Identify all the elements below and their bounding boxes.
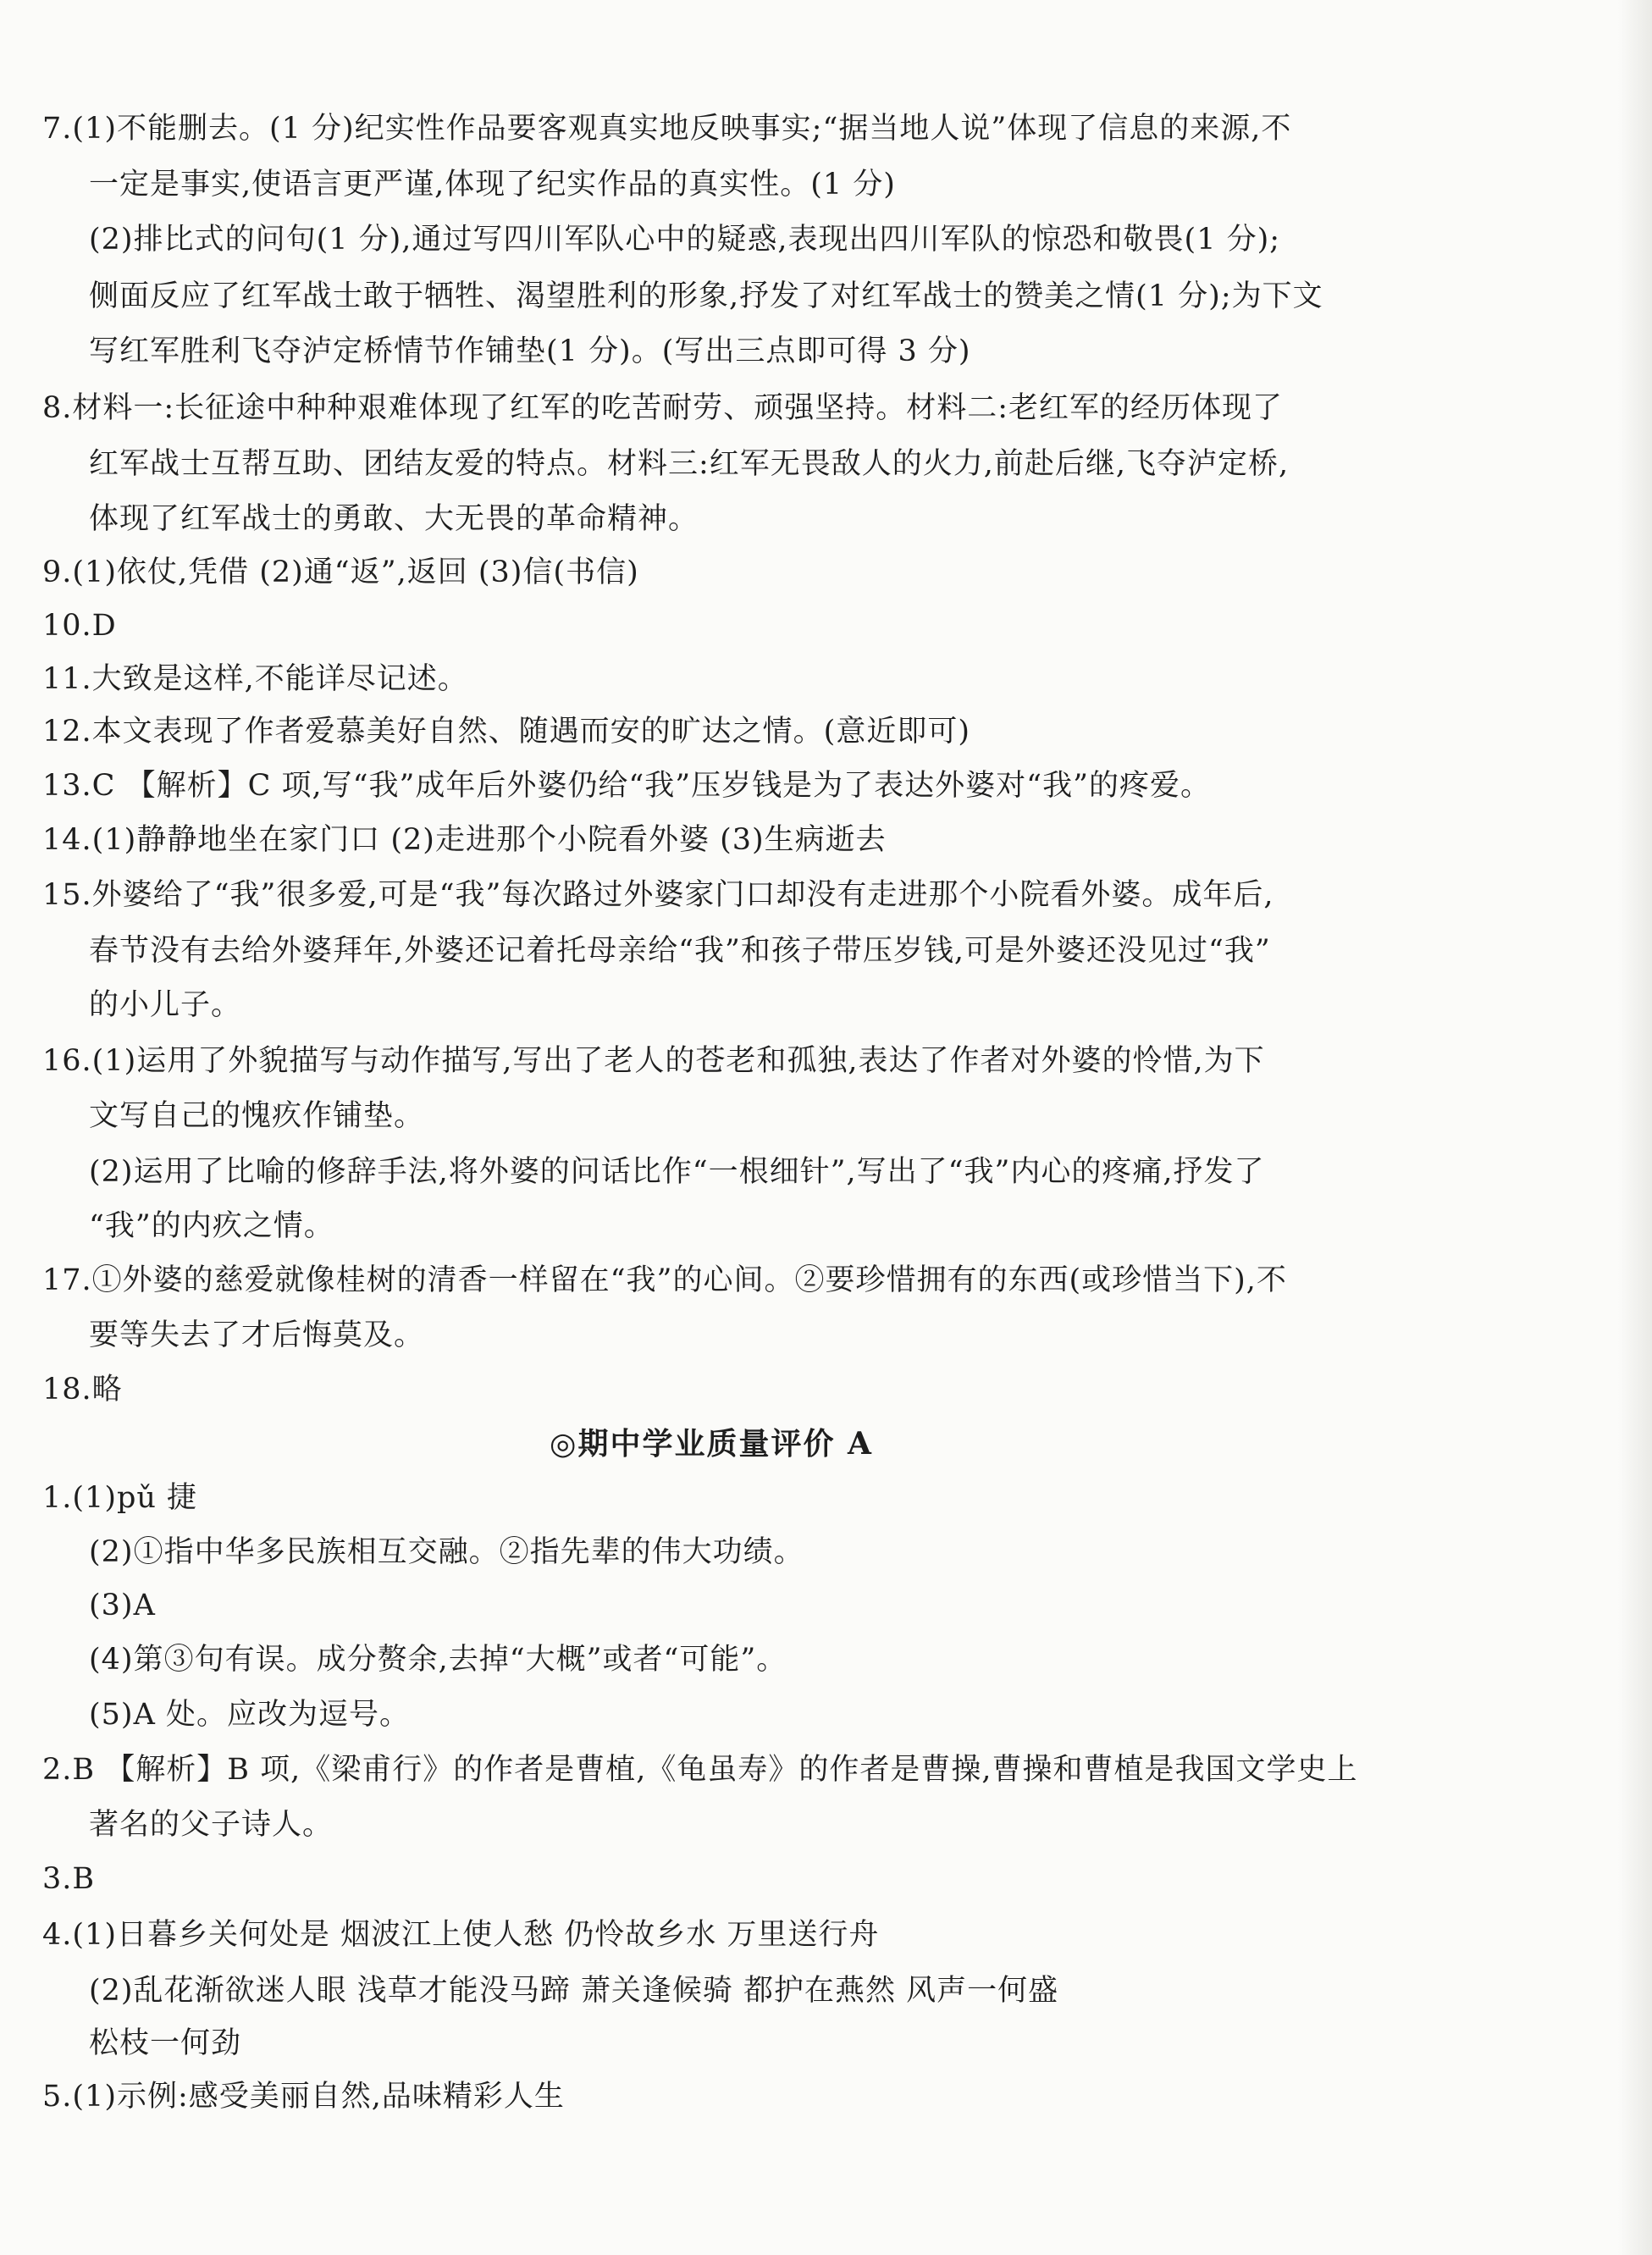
- answer-line: 8.材料一:长征途中种种艰难体现了红军的吃苦耐劳、顽强坚持。材料二:老红军的经历体现了: [42, 391, 1283, 425]
- answer-line: 7.(1)不能删去。(1 分)纪实性作品要客观真实地反映事实;“据当地人说”体现了信息的来源,不: [42, 112, 1292, 146]
- answer-line: 体现了红军战士的勇敢、大无畏的革命精神。: [89, 502, 699, 536]
- answer-line: 4.(1)日暮乡关何处是 烟波江上使人愁 仍怜故乡水 万里送行舟: [42, 1918, 880, 1952]
- answer-line: 17.①外婆的慈爱就像桂树的清香一样留在“我”的心间。②要珍惜拥有的东西(或珍惜当下),不: [42, 1263, 1287, 1297]
- answer-line: 写红军胜利飞夺泸定桥情节作铺垫(1 分)。(写出三点即可得 3 分): [89, 334, 971, 368]
- answer-line: (4)第③句有误。成分赘余,去掉“大概”或者“可能”。: [89, 1643, 787, 1677]
- answer-line: 1.(1)pǔ 捷: [42, 1481, 198, 1515]
- answer-line: 9.(1)依仗,凭借 (2)通“返”,返回 (3)信(书信): [42, 555, 639, 589]
- section-title: ◎期中学业质量评价 A: [550, 1426, 873, 1462]
- answer-line: 16.(1)运用了外貌描写与动作描写,写出了老人的苍老和孤独,表达了作者对外婆的怜惜,为下: [42, 1044, 1265, 1078]
- answer-line: 红军战士互帮互助、团结友爱的特点。材料三:红军无畏敌人的火力,前赴后继,飞夺泸定桥,: [89, 447, 1290, 481]
- answer-line: 15.外婆给了“我”很多爱,可是“我”每次路过外婆家门口却没有走进那个小院看外婆。成年后,: [42, 878, 1274, 912]
- answer-line: 13.C 【解析】C 项,写“我”成年后外婆仍给“我”压岁钱是为了表达外婆对“我”的疼爱。: [42, 769, 1211, 803]
- answer-line: (3)A: [89, 1589, 156, 1622]
- answer-line: 著名的父子诗人。: [89, 1808, 334, 1842]
- answer-line: 2.B 【解析】B 项,《梁甫行》的作者是曹植,《龟虽寿》的作者是曹操,曹操和曹植是我国文学史上: [42, 1753, 1358, 1787]
- answer-line: 松枝一何劲: [89, 2026, 242, 2060]
- answer-line: 要等失去了才后悔莫及。: [89, 1318, 425, 1352]
- answer-line: (2)运用了比喻的修辞手法,将外婆的问话比作“一根细针”,写出了“我”内心的疼痛,抒发了: [89, 1155, 1265, 1189]
- answer-line: 3.B: [42, 1862, 96, 1896]
- page-edge-shadow: [1618, 0, 1652, 2255]
- answer-line: 一定是事实,使语言更严谨,体现了纪实作品的真实性。(1 分): [89, 168, 896, 202]
- answer-line: 10.D: [42, 609, 117, 643]
- answer-line: 5.(1)示例:感受美丽自然,品味精彩人生: [42, 2080, 565, 2114]
- answer-line: 春节没有去给外婆拜年,外婆还记着托母亲给“我”和孩子带压岁钱,可是外婆还没见过“我”: [89, 934, 1271, 968]
- answer-line: 12.本文表现了作者爱慕美好自然、随遇而安的旷达之情。(意近即可): [42, 715, 970, 749]
- answer-line: “我”的内疚之情。: [89, 1209, 334, 1243]
- answer-line: (2)①指中华多民族相互交融。②指先辈的伟大功绩。: [89, 1535, 804, 1569]
- answer-line: 的小儿子。: [89, 988, 242, 1022]
- answer-line: (2)乱花渐欲迷人眼 浅草才能没马蹄 萧关逢候骑 都护在燕然 风声一何盛: [89, 1974, 1059, 2008]
- answer-line: 11.大致是这样,不能详尽记述。: [42, 662, 468, 696]
- answer-line: 14.(1)静静地坐在家门口 (2)走进那个小院看外婆 (3)生病逝去: [42, 823, 887, 857]
- answer-line: 18.略: [42, 1373, 123, 1407]
- answer-line: (2)排比式的问句(1 分),通过写四川军队心中的疑惑,表现出四川军队的惊恐和敬畏(1 分);: [89, 223, 1281, 257]
- answer-line: 侧面反应了红军战士敢于牺牲、渴望胜利的形象,抒发了对红军战士的赞美之情(1 分);为下文: [89, 279, 1323, 313]
- answer-line: (5)A 处。应改为逗号。: [89, 1698, 410, 1732]
- answer-line: 文写自己的愧疚作铺垫。: [89, 1099, 425, 1133]
